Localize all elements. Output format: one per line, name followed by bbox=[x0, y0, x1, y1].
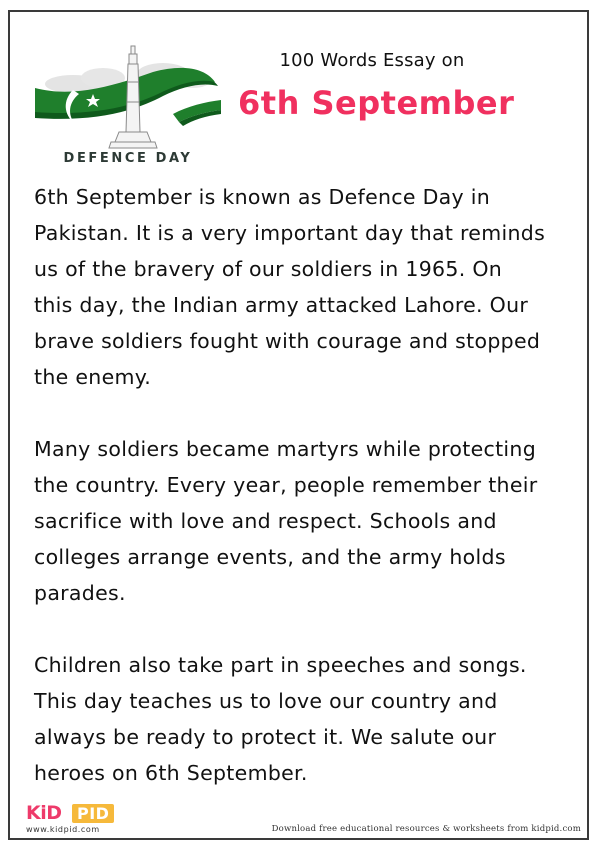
kidpid-logo[interactable] bbox=[26, 802, 126, 838]
logo-kid-text: KiD bbox=[26, 802, 62, 824]
essay-line: colleges arrange events, and the army holds bbox=[34, 545, 506, 569]
essay-line: this day, the Indian army attacked Lahore. Our bbox=[34, 293, 529, 317]
essay-line: always be ready to protect it. We salute our bbox=[34, 725, 497, 749]
defence-day-illustration bbox=[33, 42, 223, 168]
minar-e-pakistan-flag-icon bbox=[33, 42, 223, 168]
essay-line: This day teaches us to love our country and bbox=[34, 689, 498, 713]
defence-day-caption: DEFENCE DAY bbox=[63, 151, 193, 166]
logo-pid-text: PID bbox=[72, 804, 114, 823]
essay-body bbox=[34, 179, 569, 827]
essay-line: sacrifice with love and respect. Schools and bbox=[34, 509, 497, 533]
essay-line: Pakistan. It is a very important day that reminds bbox=[34, 221, 546, 245]
essay-line: 6th September is known as Defence Day in bbox=[34, 185, 491, 209]
essay-line: the enemy. bbox=[34, 365, 152, 389]
page-title: 6th September bbox=[238, 84, 515, 122]
essay-line: heroes on 6th September. bbox=[34, 761, 308, 785]
essay-line: parades. bbox=[34, 581, 126, 605]
essay-subtitle: 100 Words Essay on bbox=[279, 50, 465, 71]
essay-paragraph-2 bbox=[34, 431, 569, 611]
essay-paragraph-1 bbox=[34, 179, 569, 395]
essay-line: brave soldiers fought with courage and stopped bbox=[34, 329, 541, 353]
footer-download-note: Download free educational resources & worksheets from kidpid.com bbox=[271, 824, 581, 834]
essay-line: Many soldiers became martyrs while protecting bbox=[34, 437, 537, 461]
essay-line: the country. Every year, people remember their bbox=[34, 473, 538, 497]
logo-url-link[interactable]: www.kidpid.com bbox=[26, 825, 100, 834]
essay-line: Children also take part in speeches and songs. bbox=[34, 653, 527, 677]
essay-line: us of the bravery of our soldiers in 1965. On bbox=[34, 257, 503, 281]
essay-paragraph-3 bbox=[34, 647, 569, 791]
